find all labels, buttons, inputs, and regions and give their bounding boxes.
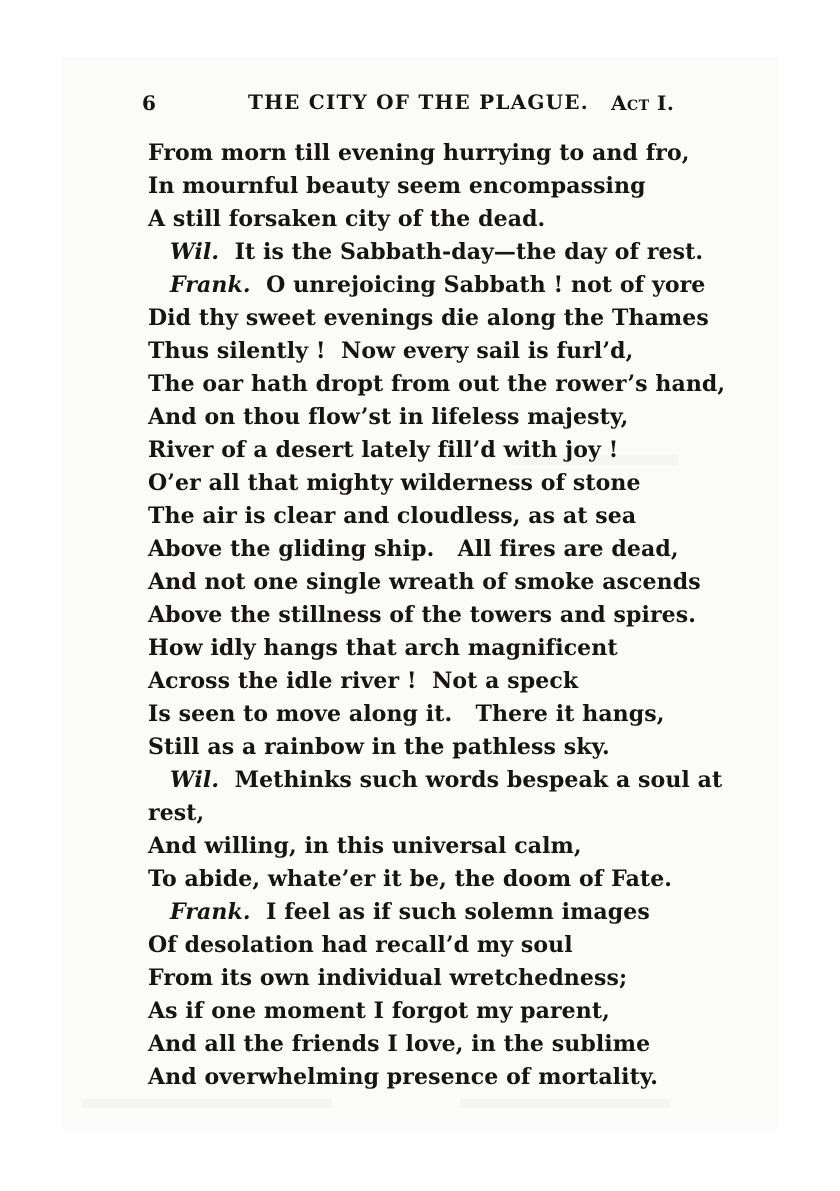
poem-line: And overwhelming presence of mortality. (148, 1064, 658, 1090)
poem-line: The air is clear and cloudless, as at sea (148, 503, 637, 529)
poem-line: To abide, whate’er it be, the doom of Fate. (148, 866, 673, 892)
poem-line: Thus silently ! Now every sail is furl’d, (148, 338, 634, 364)
page-number: 6 (142, 91, 156, 115)
poem-line: In mournful beauty seem encompassing (148, 173, 646, 199)
poem-line: Wil. It is the Sabbath-day—the day of rest. (170, 239, 704, 265)
running-title: THE CITY OF THE PLAGUE. (248, 90, 589, 114)
scan-artifact (82, 1099, 332, 1108)
act-label: Act I. (611, 91, 675, 115)
speaker-name: Frank. (170, 272, 251, 298)
poem-line: As if one moment I forgot my parent, (148, 998, 610, 1024)
poem-line: A still forsaken city of the dead. (148, 206, 546, 232)
poem-line: And willing, in this universal calm, (148, 833, 582, 859)
poem (148, 137, 763, 1094)
poem-line: Did thy sweet evenings die along the Thames (148, 305, 709, 331)
page-header (62, 90, 778, 116)
poem-line: O’er all that mighty wilderness of stone (148, 470, 641, 496)
speaker-name: Wil. (170, 239, 220, 265)
poem-line: Above the gliding ship. All fires are dead, (148, 536, 679, 562)
poem-line: And all the friends I love, in the sublime (148, 1031, 651, 1057)
poem-line: River of a desert lately fill’d with joy ! (148, 437, 619, 463)
poem-line: Is seen to move along it. There it hangs, (148, 701, 665, 727)
speaker-name: Frank. (170, 899, 251, 925)
poem-line: Still as a rainbow in the pathless sky. (148, 734, 610, 760)
scan-artifact (460, 1099, 670, 1108)
speaker-name: Wil. (170, 767, 220, 793)
poem-line: Wil. Methinks such words bespeak a soul at rest, (148, 767, 731, 826)
poem-line: And not one single wreath of smoke ascends (148, 569, 701, 595)
poem-line: How idly hangs that arch magnificent (148, 635, 618, 661)
poem-line: Frank. I feel as if such solemn images (170, 899, 650, 925)
poem-line: Of desolation had recall’d my soul (148, 932, 573, 958)
poem-line: From its own individual wretchedness; (148, 965, 628, 991)
poem-line: Frank. O unrejoicing Sabbath ! not of yore (170, 272, 706, 298)
poem-line: Across the idle river ! Not a speck (148, 668, 579, 694)
poem-line: And on thou flow’st in lifeless majesty, (148, 404, 629, 430)
poem-line: From morn till evening hurrying to and fro, (148, 140, 690, 166)
book-page-scan (62, 57, 778, 1131)
poem-line: The oar hath dropt from out the rower’s hand, (148, 371, 726, 397)
poem-line: Above the stillness of the towers and spires. (148, 602, 696, 628)
